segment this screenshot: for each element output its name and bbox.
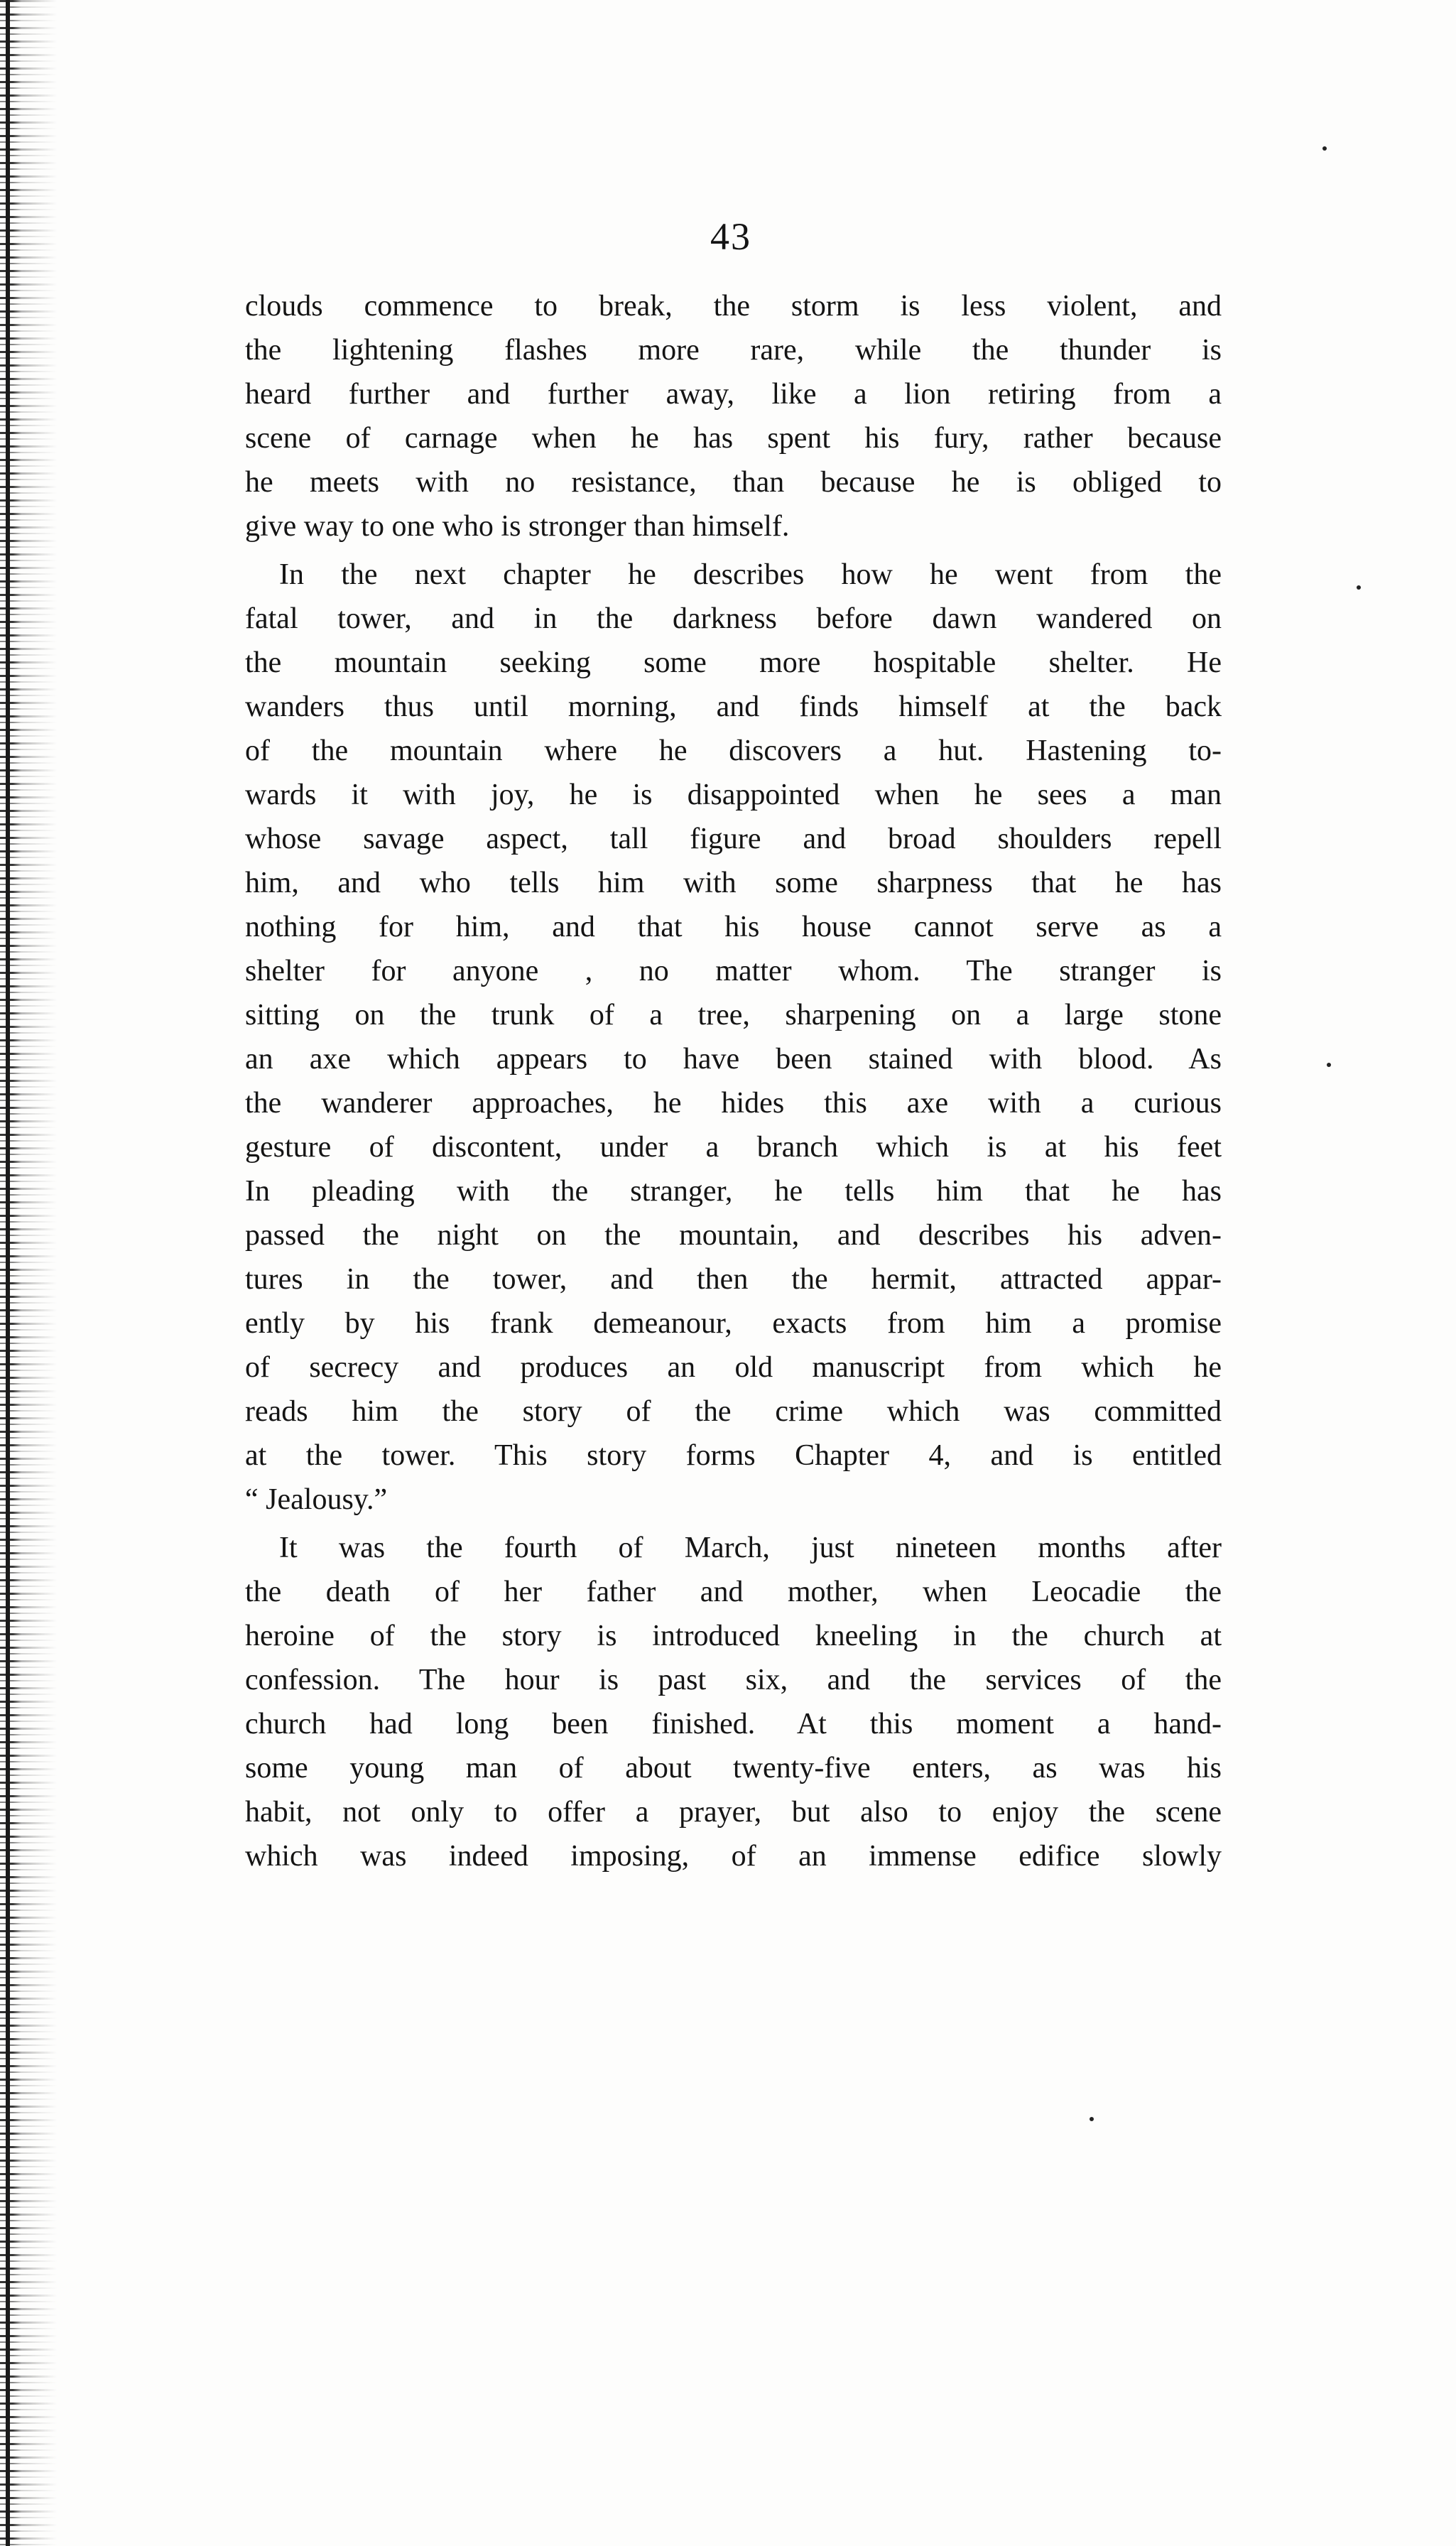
text-line: tures in the tower, and then the hermit, attracted appar- <box>245 1263 1222 1296</box>
text-line: the mountain seeking some more hospitable shelter. He <box>245 646 1222 679</box>
paper-speck <box>1090 2117 1094 2121</box>
text-line: wards it with joy, he is disappointed when he sees a man <box>245 779 1222 811</box>
text-line: habit, not only to offer a prayer, but also to enjoy the scene <box>245 1796 1222 1829</box>
text-line: gesture of discontent, under a branch which is at his feet <box>245 1131 1222 1164</box>
text-line: church had long been finished. At this moment a hand- <box>245 1708 1222 1740</box>
text-line: the lightening flashes more rare, while the thunder is <box>245 334 1222 367</box>
text-line: In pleading with the stranger, he tells him that he has <box>245 1175 1222 1208</box>
text-line: heroine of the story is introduced kneeling in the church at <box>245 1620 1222 1652</box>
text-line: nothing for him, and that his house cannot serve as a <box>245 911 1222 943</box>
text-line: of secrecy and produces an old manuscript from which he <box>245 1351 1222 1384</box>
text-line: confession. The hour is past six, and the services of the <box>245 1664 1222 1696</box>
text-line: passed the night on the mountain, and describes his adven- <box>245 1219 1222 1252</box>
paragraph-1 <box>245 284 1222 548</box>
paragraph-2 <box>245 553 1222 1522</box>
text-line: give way to one who is stronger than himself. <box>245 510 790 543</box>
text-line: fatal tower, and in the darkness before dawn wandered on <box>245 602 1222 635</box>
text-line: “ Jealousy.” <box>245 1483 388 1516</box>
paper-speck <box>1327 1063 1331 1067</box>
text-line: which was indeed imposing, of an immense edifice slowly <box>245 1840 1222 1873</box>
text-line: wanders thus until morning, and finds himself at the back <box>245 690 1222 723</box>
text-line: clouds commence to break, the storm is less violent, and <box>245 290 1222 323</box>
text-line: the wanderer approaches, he hides this axe with a curious <box>245 1087 1222 1120</box>
text-line: sitting on the trunk of a tree, sharpening on a large stone <box>245 999 1222 1031</box>
text-line: an axe which appears to have been stained with blood. As <box>245 1043 1222 1076</box>
page-binding-line <box>6 0 10 2546</box>
text-line: shelter for anyone , no matter whom. The stranger is <box>245 955 1222 987</box>
text-line: whose savage aspect, tall figure and broad shoulders repell <box>245 823 1222 855</box>
text-line: In the next chapter he describes how he went from the <box>279 558 1222 591</box>
text-line: some young man of about twenty-five enters, as was his <box>245 1752 1222 1784</box>
text-line: It was the fourth of March, just nineteen months after <box>279 1532 1222 1564</box>
page-number: 43 <box>710 215 751 258</box>
text-line: he meets with no resistance, than because he is obliged to <box>245 466 1222 499</box>
text-line: him, and who tells him with some sharpness that he has <box>245 867 1222 899</box>
text-line: reads him the story of the crime which was committed <box>245 1395 1222 1428</box>
text-line: of the mountain where he discovers a hut. Hastening to- <box>245 735 1222 767</box>
text-line: the death of her father and mother, when Leocadie the <box>245 1576 1222 1608</box>
paper-speck <box>1322 146 1327 151</box>
paper-speck <box>1357 585 1361 590</box>
text-line: heard further and further away, like a lion retiring from a <box>245 378 1222 411</box>
paragraph-3 <box>245 1526 1222 1878</box>
text-line: ently by his frank demeanour, exacts from him a promise <box>245 1307 1222 1340</box>
text-line: scene of carnage when he has spent his fury, rather because <box>245 422 1222 455</box>
body-text <box>245 284 1222 1878</box>
text-line: at the tower. This story forms Chapter 4, and is entitled <box>245 1439 1222 1472</box>
